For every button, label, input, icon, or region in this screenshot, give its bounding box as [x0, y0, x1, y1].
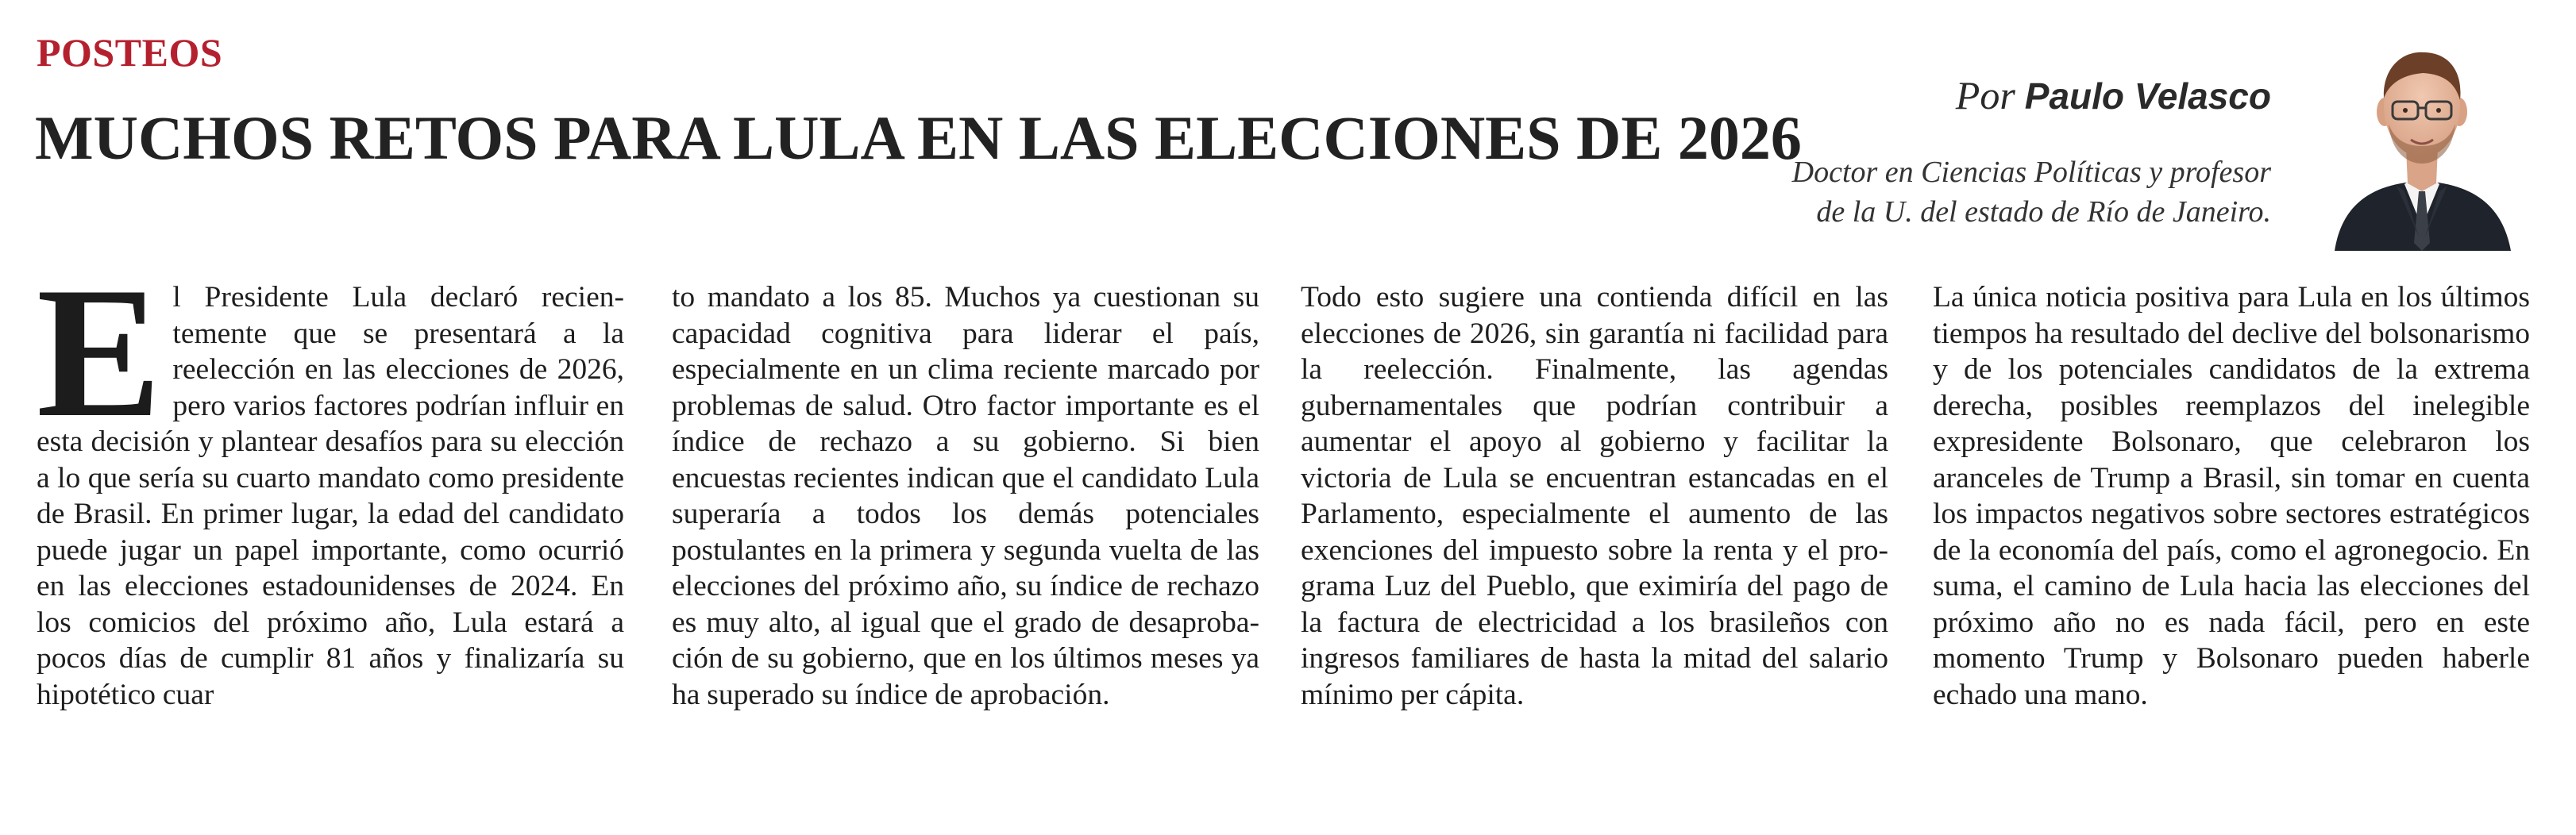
article-headline: MUCHOS RETOS PARA LULA EN LAS ELECCIONES DE 2026 — [35, 103, 1802, 172]
author-name: Paulo Velasco — [2024, 75, 2271, 117]
author-portrait — [2303, 29, 2541, 251]
author-bio-line-1: Doctor en Ciencias Políticas y profesor — [1791, 156, 2271, 189]
article-column-2: to mandato a los 85. Muchos ya cuestionan su capacidad cognitiva para liderar el país, especialmente en un clima reciente marcado por problemas de salud. Otro factor importante es el índice de rechazo a su gobierno. Si bien encuestas recientes indican que el candidato Lula superaría a todos los demás potenciales postulantes en la primera y segunda vuelta de las elecciones del próximo año, su índice de rechazo es muy alto, al igual que el grado de desaprobación de su gobierno, que en los últimos meses ya ha superado su índice de aprobación. — [672, 281, 1259, 711]
author-bio-line-2: de la U. del estado de Río de Janeiro. — [1816, 195, 2271, 229]
article-column-4: La única noticia positiva para Lula en los últimos tiempos ha resultado del declive del bolsonarismo y de los potenciales candidatos de la extrema derecha, posibles reemplazos del inelegible expresidente Bolsonaro, que celebraron los aranceles de Trump a Brasil, sin tomar en cuenta los impactos negativos sobre sectores estratégicos de la economía del país, como el agronegocio. En suma, el camino de Lula hacia las elecciones del próximo año no es nada fácil, pero en este momento Trump y Bolsonaro pueden haberle echado una mano. — [1933, 281, 2530, 711]
byline — [1699, 71, 2271, 120]
author-bio — [1636, 152, 2271, 232]
drop-cap: E — [37, 279, 162, 456]
section-label: POSTEOS — [37, 30, 223, 75]
byline-prefix: Por — [1955, 73, 2015, 117]
article-column-3: Todo esto sugiere una contienda difícil en las elecciones de 2026, sin garantía ni facilidad para la reelección. Finalmente, las agendas gubernamentales que podrían contribuir a aumentar el apoyo al gobierno y facilitar la victoria de Lula se encuentran estancadas en el Parlamento, especialmente el aumento de las exenciones del impuesto sobre la renta y el programa Luz del Pueblo, que eximiría del pago de la factura de electricidad a los brasileños con ingresos familiares de hasta la mitad del salario mínimo per cápita. — [1301, 281, 1888, 711]
article-column-1-text: l Presidente Lula declaró recientemente que se presentará a la reelección en las elecciones de 2026, pero varios factores podrían influir en esta decisión y plantear desafíos para su elección a lo que sería su cuarto mandato como presidente de Brasil. En primer lugar, la edad del candidato puede jugar un papel importante, como ocurrió en las elecciones estadounidenses de 2024. En los comicios del próximo año, Lula estará a pocos días de cumplir 81 años y finalizaría su hipotético cuar — [37, 281, 624, 711]
article-body — [37, 279, 2546, 819]
article-column-1 — [37, 279, 624, 819]
